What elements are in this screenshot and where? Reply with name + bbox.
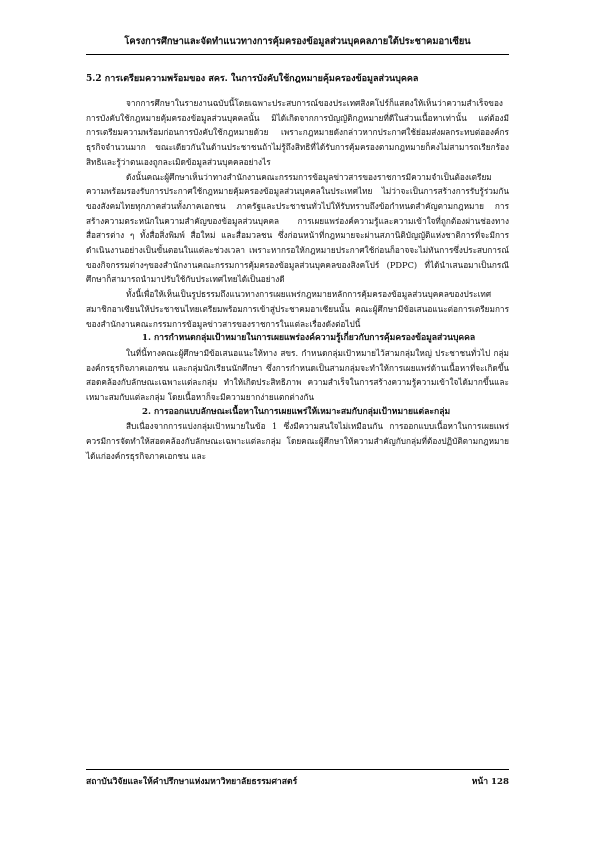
- header-title: โครงการศึกษาและจัดทำแนวทางการคุ้มครองข้อมูลส่วนบุคคลภายใต้ประชาคมอาเซียน: [124, 36, 471, 47]
- page-content: [86, 72, 509, 464]
- section-heading: 5.2 การเตรียมความพร้อมของ สคร. ในการบังคับใช้กฎหมายคุ้มครองข้อมูลส่วนบุคคล: [86, 74, 419, 84]
- list-item-1-heading: 1. การกำหนดกลุ่มเป้าหมายในการเผยแพร่องค์ความรู้เกี่ยวกับการคุ้มครองข้อมูลส่วนบุคคล: [142, 333, 476, 344]
- page-footer: [86, 769, 509, 788]
- list-item-2-text: สืบเนื่องจากการแบ่งกลุ่มเป้าหมายในข้อ 1 ซึ่งมีความสนใจไม่เหมือนกัน การออกแบบเนื้อหาในการเผยแพร่ควรมีการจัดทำให้สอดคล้องกับลักษณะเฉพาะแต่ละกลุ่ม โดยคณะผู้ศึกษาให้ความสำคัญกับกลุ่มที่ต้องปฏิบัติตามกฎหมายได้แก่องค์กรธุรกิจภาคเอกชน และ: [86, 421, 509, 461]
- page-number: หน้า 128: [471, 777, 509, 787]
- list-item-2-heading: 2. การออกแบบลักษณะเนื้อหาในการเผยแพร่ให้เหมาะสมกับกลุ่มเป้าหมายแต่ละกลุ่ม: [142, 406, 451, 417]
- page-header: [86, 34, 509, 55]
- paragraph-1: จากการศึกษาในรายงานฉบับนี้โดยเฉพาะประสบการณ์ของประเทศสิงคโปร์ก็แสดงให้เห็นว่าความสำเร็จของการบังคับใช้กฎหมายคุ้มครองข้อมูลส่วนบุคคลนั้น มิได้เกิดจากการบัญญัติกฎหมายที่ดีในส่วนเนื้อหาเท่านั้น แต่ต้องมีการเตรียมความพร้อมก่อนการบังคับใช้กฎหมายด้วย เพราะกฎหมายดังกล่าวหากประกาศใช้ย่อมส่งผลกระทบต่อองค์กรธุรกิจจำนวนมาก ขณะเดียวกันในด้านประชาชนถ้าไม่รู้ถึงสิทธิที่ได้รับการคุ้มครองตามกฎหมายก็คงไม่สามารถเรียกร้องสิทธิและรู้ว่าตนเองถูกละเมิดข้อมูลส่วนบุคคลอย่างไร: [86, 98, 509, 167]
- footer-institution: สถาบันวิจัยและให้คำปรึกษาแห่งมหาวิทยาลัยธรรมศาสตร์: [86, 777, 298, 787]
- paragraph-2: ดังนั้นคณะผู้ศึกษาเห็นว่าทางสำนักงานคณะกรรมการข้อมูลข่าวสารของราชการมีความจำเป็นต้องเตรียมความพร้อมรองรับการประกาศใช้กฎหมายคุ้มครองข้อมูลส่วนบุคคลในประเทศไทย ไม่ว่าจะเป็นการสร้างการรับรู้ร่วมกันของสังคมไทยทุกภาคส่วนทั้งภาคเอกชน ภาครัฐและประชาชนทั่วไปให้รับทราบถึงข้อกำหนดสำคัญตามกฎหมาย การสร้างความตระหนักในความสำคัญของข้อมูลส่วนบุคคล การเผยแพร่องค์ความรู้และความเข้าใจที่ถูกต้องผ่านช่องทางสื่อสารต่าง ๆ ทั้งสื่อสิ่งพิมพ์ สื่อใหม่ และสื่อมวลชน ซึ่งก่อนหน้าที่กฎหมายจะผ่านสภานิติบัญญัติแห่งชาติการที่จะมีการดำเนินงานอย่างเป็นขั้นตอนในแต่ละช่วงเวลา เพราะหากรอให้กฎหมายประกาศใช้ก่อนก็อาจจะไม่ทันการซึ่งประสบการณ์ของกิจกรรมต่างๆของสำนักงานคณะกรรมการคุ้มครองข้อมูลส่วนบุคคลของสิงคโปร์ (PDPC) ที่ได้นำเสนอมาเป็นกรณีศึกษาก็สามารถนำมาปรับใช้กับประเทศไทยได้เป็นอย่างดี: [86, 171, 509, 285]
- list-item-1-text: ในที่นี้ทางคณะผู้ศึกษามีข้อเสนอแนะให้ทาง สขร. กำหนดกลุ่มเป้าหมายไว้สามกลุ่มใหญ่ ประชาชนทั่วไป กลุ่มองค์กรธุรกิจภาคเอกชน และกลุ่มนักเรียนนักศึกษา ซึ่งการกำหนดเป็นสามกลุ่มจะทำให้การเผยแพร่ด้านเนื้อหาที่จะเกิดขึ้นสอดคล้องกับลักษณะเฉพาะแต่ละกลุ่ม ทำให้เกิดประสิทธิภาพ ความสำเร็จในการสร้างความรู้ความเข้าใจได้มากขึ้นและเหมาะสมกับแต่ละกลุ่ม โดยเนื้อหาก็จะมีความยากง่ายแตกต่างกัน: [86, 347, 509, 403]
- paragraph-3: ทั้งนี้เพื่อให้เห็นเป็นรูปธรรมถึงแนวทางการเผยแพร่กฎหมายหลักการคุ้มครองข้อมูลส่วนบุคคลของประเทศสมาชิกอาเซียนให้ประชาชนไทยเตรียมพร้อมการเข้าสู่ประชาคมอาเซียนนั้น คณะผู้ศึกษามีข้อเสนอแนะต่อการเตรียมการของสำนักงานคณะกรรมการข้อมูลข่าวสารของราชการในแต่ละเรื่องดังต่อไปนี้: [86, 289, 509, 329]
